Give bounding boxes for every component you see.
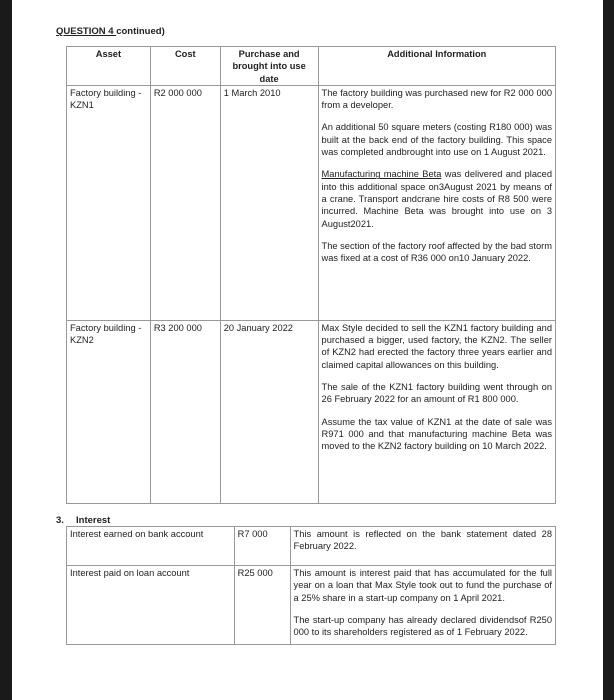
- info-paragraph: Assume the tax value of KZN1 at the date of sale was R971 000 and that manufacturing machine Beta was moved to the KZN2 factory building on 10 March 2022.: [321, 416, 552, 452]
- assets-table: [66, 46, 556, 504]
- header-date: Purchase and brought into use date: [220, 47, 318, 86]
- item-cell: Interest paid on loan account: [67, 566, 235, 645]
- info-text: was delivered and placed into this additional space on3August 2021 by means of a crane. Transport andcrane hire costs of R8 500 were incurred. Machine Beta was brought into use on 3 August2021.: [321, 169, 552, 229]
- amount-cell: R25 000: [234, 566, 290, 645]
- header-cost: Cost: [150, 47, 220, 86]
- info-paragraph: This amount is interest paid that has accumulated for the full year on a loan that Max Style took out to fund the purchase of a 25% share in a start-up company on 1 April 2021.: [293, 568, 552, 603]
- info-paragraph: The start-up company has already declared dividendsof R250 000 to its shareholders registered as of 1 February 2022.: [293, 614, 552, 638]
- asset-cell: Factory building -KZN2: [67, 320, 151, 503]
- section-number: 3.: [56, 515, 64, 526]
- info-paragraph: Max Style decided to sell the KZN1 factory building and purchased a bigger, used factory, the KZN2. The seller of KZN2 had erected the factory three years earlier and claimed capital allowances on this building.: [321, 322, 552, 370]
- date-cell: 1 March 2010: [220, 85, 318, 320]
- section-heading: [56, 515, 110, 526]
- info-cell: [290, 527, 555, 566]
- document-page: [12, 0, 603, 700]
- question-continued: continued): [116, 26, 165, 37]
- question-title: [56, 26, 165, 37]
- section-title: Interest: [76, 515, 111, 526]
- info-paragraph: This amount is reflected on the bank statement dated 28 February 2022.: [293, 529, 552, 552]
- interest-table: [66, 526, 556, 645]
- info-paragraph: [322, 168, 552, 229]
- info-cell: [318, 320, 555, 503]
- cost-cell: R2 000 000: [150, 85, 220, 320]
- amount-cell: R7 000: [234, 527, 290, 566]
- table-row: [67, 527, 556, 566]
- info-paragraph: The factory building was purchased new for R2 000 000 from a developer.: [321, 87, 552, 111]
- info-paragraph: The section of the factory roof affected by the bad storm was fixed at a cost of R36 000 on10 January 2022.: [321, 240, 552, 264]
- info-cell: [318, 85, 555, 320]
- info-cell: [290, 566, 555, 645]
- header-info: Additional Information: [318, 47, 555, 86]
- table-row: [67, 320, 556, 503]
- date-cell: 20 January 2022: [220, 320, 318, 503]
- table-row: [67, 85, 556, 320]
- asset-cell: Factory building -KZN1: [67, 85, 151, 320]
- question-number: QUESTION 4: [56, 26, 117, 37]
- info-paragraph: An additional 50 square meters (costing R180 000) was built at the back end of the factory building. This space was completed andbrought into use on 1 August 2021.: [321, 122, 552, 158]
- machine-beta-term: Manufacturing machine Beta: [321, 169, 442, 180]
- header-asset: Asset: [67, 47, 151, 86]
- table-row: [67, 566, 556, 645]
- info-paragraph: The sale of the KZN1 factory building went through on 26 February 2022 for an amount of R1 800 000.: [321, 382, 552, 405]
- cost-cell: R3 200 000: [150, 320, 220, 503]
- table-header-row: [67, 47, 556, 86]
- item-cell: Interest earned on bank account: [67, 527, 235, 566]
